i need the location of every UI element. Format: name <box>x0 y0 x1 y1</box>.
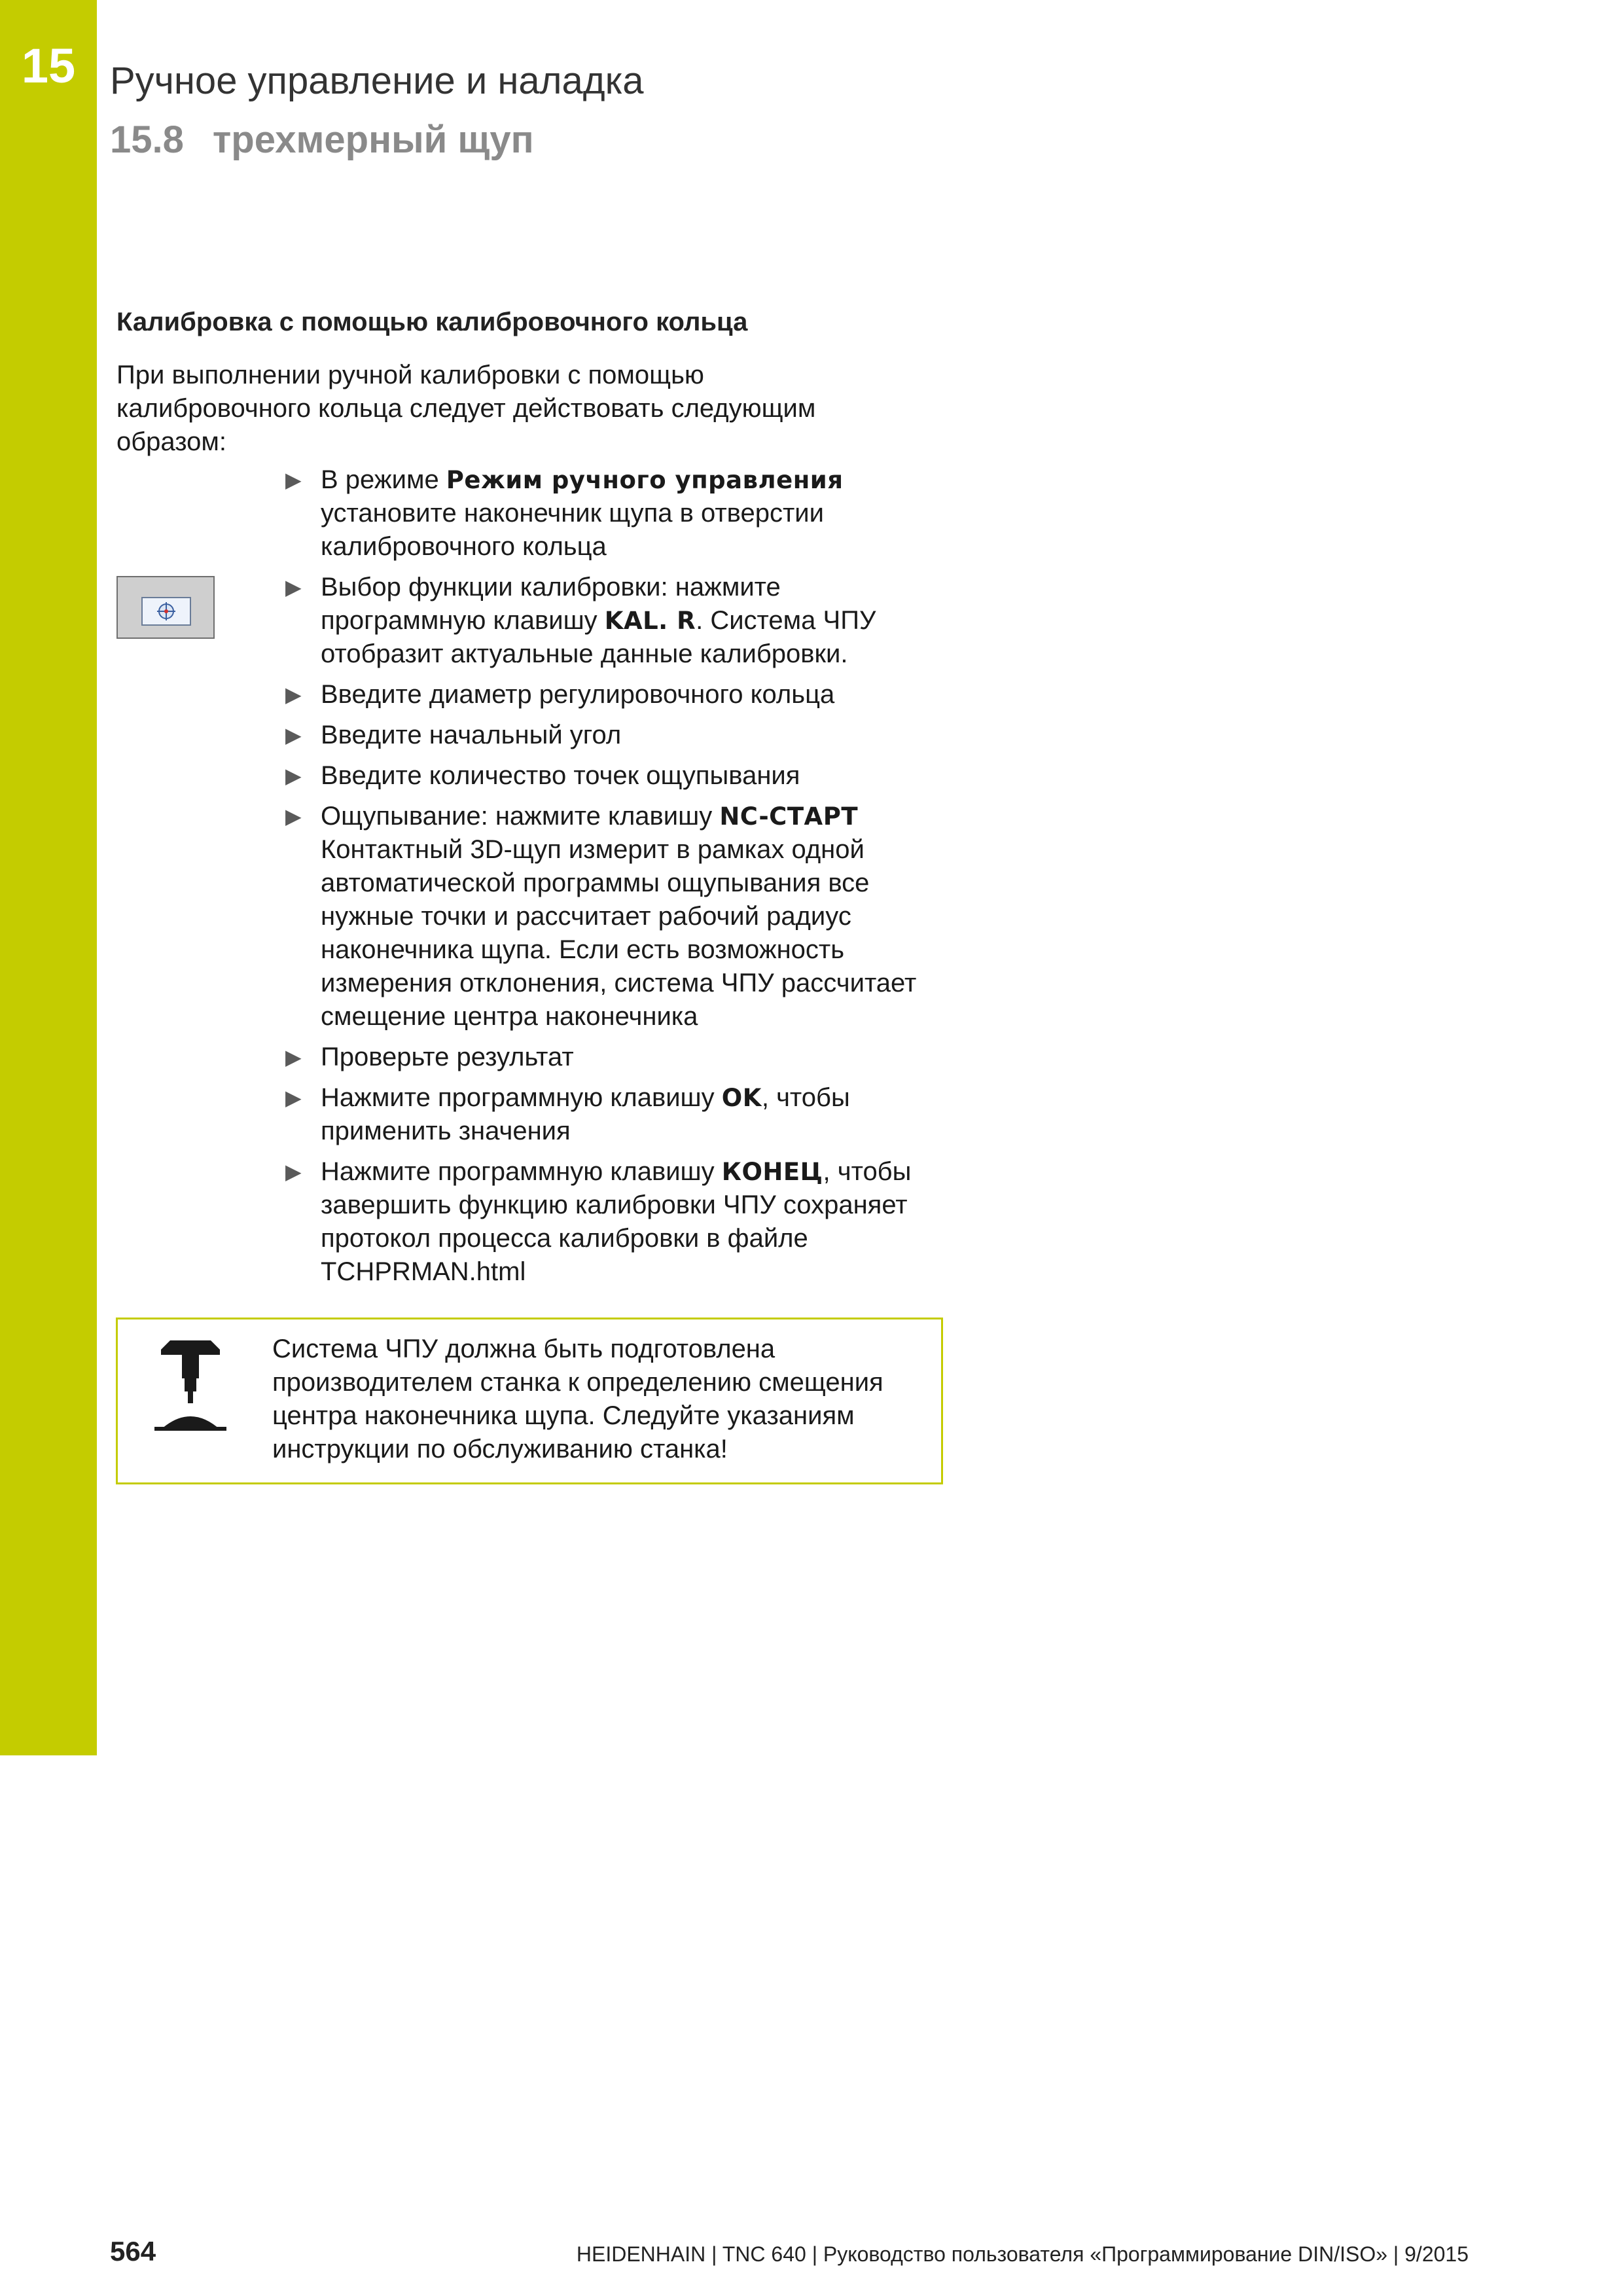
step-text: В режиме <box>321 465 446 494</box>
step-keyword: КОНЕЦ <box>721 1158 823 1186</box>
step-text: установите наконечник щупа в отверстии калибровочного кольца <box>321 499 824 561</box>
kal-r-softkey-button[interactable] <box>116 576 215 639</box>
subsection-heading: Калибровка с помощью калибровочного кольца <box>116 308 748 336</box>
step-text: Введите начальный угол <box>321 721 622 749</box>
step-text: Ощупывание: нажмите клавишу <box>321 802 720 831</box>
step-keyword: Режим ручного управления <box>446 466 844 494</box>
triangle-bullet-icon: ▶ <box>285 764 302 787</box>
chapter-side-bar <box>0 0 97 1755</box>
step-keyword: OK <box>721 1084 762 1112</box>
step-text: Контактный 3D-щуп измерит в рамках одной автоматической программы ощупывания все нужные точки и рассчитает рабочий радиус наконечника щупа. Если есть возможность измерения отклонения, система ЧПУ рассчитает смещение центра наконечника <box>321 835 917 1031</box>
intro-paragraph: При выполнении ручной калибровки с помощью калибровочного кольца следует действовать следующим образом: <box>116 361 816 456</box>
step-text: Проверьте результат <box>321 1043 574 1071</box>
step-text: , чтобы применить значения <box>321 1083 850 1145</box>
step-text: Нажмите программную клавишу <box>321 1157 722 1186</box>
step-keyword: NC-СТАРТ <box>719 802 859 831</box>
step-keyword: KAL. R <box>604 607 696 635</box>
machine-note-box <box>116 1318 943 1484</box>
step-text: Выбор функции калибровки: нажмите программную клавишу <box>321 573 781 635</box>
triangle-bullet-icon: ▶ <box>285 683 302 706</box>
footer-text: HEIDENHAIN | TNC 640 | Руководство пользователя «Программирование DIN/ISO» | 9/2015 <box>576 2242 1469 2266</box>
step-item <box>281 571 936 671</box>
instruction-steps <box>281 463 936 1296</box>
step-text: , чтобы завершить функцию калибровки ЧПУ сохраняет протокол процесса калибровки в файле TCHPRMAN.html <box>321 1157 912 1286</box>
section-title-text: трехмерный щуп <box>212 118 534 161</box>
calibration-crosshair-icon <box>156 601 177 622</box>
step-text: Нажмите программную клавишу <box>321 1083 722 1112</box>
softkey-icon-frame <box>141 597 191 626</box>
step-item <box>281 800 936 1033</box>
chapter-title: Ручное управление и наладка <box>110 60 644 102</box>
step-text: Введите диаметр регулировочного кольца <box>321 680 835 709</box>
step-text: Введите количество точек ощупывания <box>321 761 800 790</box>
triangle-bullet-icon: ▶ <box>285 1086 302 1109</box>
triangle-bullet-icon: ▶ <box>285 468 302 492</box>
step-item <box>281 1041 936 1074</box>
triangle-bullet-icon: ▶ <box>285 1045 302 1069</box>
step-text: . Система ЧПУ отобразит актуальные данные калибровки. <box>321 606 876 668</box>
triangle-bullet-icon: ▶ <box>285 575 302 599</box>
machine-tool-icon <box>152 1338 229 1436</box>
step-item <box>281 759 936 793</box>
chapter-number: 15 <box>21 39 76 93</box>
triangle-bullet-icon: ▶ <box>285 1160 302 1183</box>
triangle-bullet-icon: ▶ <box>285 804 302 828</box>
step-item <box>281 719 936 752</box>
step-item <box>281 463 936 564</box>
section-number: 15.8 <box>110 118 184 161</box>
step-item <box>281 1081 936 1148</box>
page-number: 564 <box>110 2236 156 2267</box>
triangle-bullet-icon: ▶ <box>285 723 302 747</box>
step-item <box>281 678 936 711</box>
note-text: Система ЧПУ должна быть подготовлена производителем станка к определению смещения центра наконечника щупа. Следуйте указаниям инструкции по обслуживанию станка! <box>272 1335 883 1463</box>
step-item <box>281 1155 936 1289</box>
section-title <box>110 118 534 162</box>
